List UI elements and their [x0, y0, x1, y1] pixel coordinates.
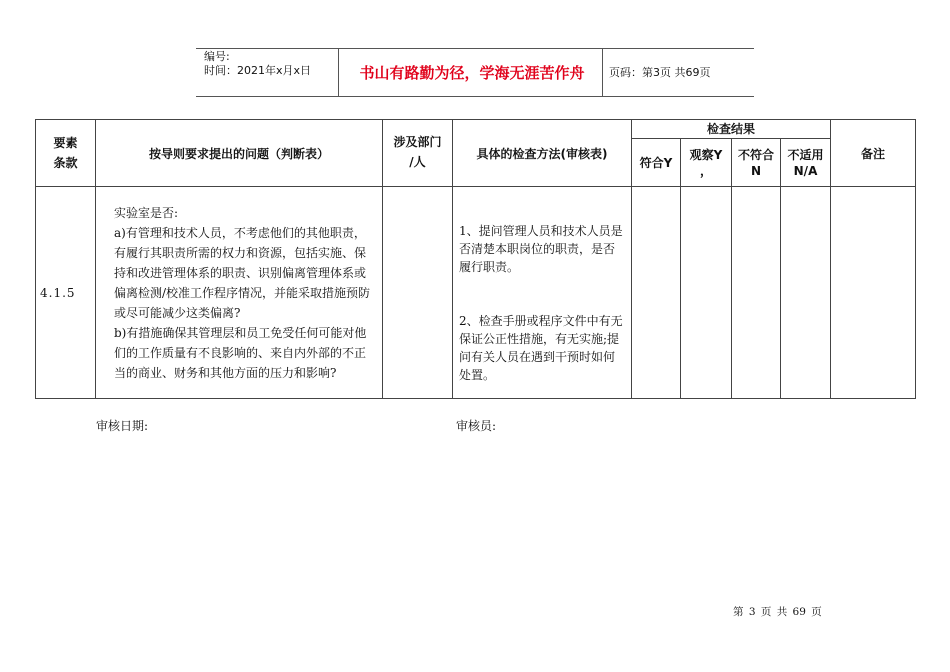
col-nonconform — [732, 139, 781, 187]
row-remarks — [831, 187, 916, 399]
col-nonconform-line1: 不符合 — [737, 147, 774, 162]
col-method: 具体的检查方法(审核表) — [453, 120, 632, 187]
row-nonconform — [732, 187, 781, 399]
col-question: 按导则要求提出的问题（判断表） — [96, 120, 383, 187]
col-observe — [681, 139, 732, 187]
header-page-label: 页码：第3页 共69页 — [609, 66, 711, 79]
col-na-line1: 不适用 — [787, 147, 824, 162]
col-department-line2: /人 — [409, 155, 426, 169]
method-step-1: 1、提问管理人员和技术人员是否清楚本职岗位的职责，是否履行职责。 — [459, 223, 623, 274]
header-motto: 书山有路勤为径，学海无涯苦作舟 — [359, 63, 585, 82]
header-divider-1 — [338, 48, 339, 96]
row-observe — [681, 187, 732, 399]
col-observe-line1: 观察Y — [689, 147, 723, 162]
row-method — [453, 187, 632, 399]
question-line: b)有措施确保其管理层和员工免受任何可能对他们的工作质量有不良影响的、来自内外部的不正当的商业、财务和其他方面的压力和影响? — [114, 326, 367, 380]
header-bottom-rule — [196, 96, 754, 97]
row-conform — [632, 187, 681, 399]
question-line: 有履行其职责所需的权力和资源，包括实施、保持和改进管理体系的职责、识别偏离管理体系或偏离检测/校准工作程序情况，并能采取措施预防或尽可能减少这类偏离? — [114, 246, 371, 320]
col-na — [781, 139, 831, 187]
row-code: 4.1.5 — [36, 187, 96, 399]
col-observe-line2: ， — [699, 163, 712, 178]
row-na — [781, 187, 831, 399]
col-element-clause — [36, 120, 96, 187]
col-department — [383, 120, 453, 187]
col-remarks: 备注 — [831, 120, 916, 187]
method-step-2: 2、检查手册或程序文件中有无保证公正性措施，有无实施;提问有关人员在遇到干预时如何处置。 — [459, 313, 623, 382]
row-question — [96, 187, 383, 399]
question-line: 实验室是否: — [114, 206, 179, 220]
page-footer: 第 3 页 共 69 页 — [733, 606, 822, 618]
header-row-1 — [36, 120, 916, 139]
table-row — [36, 187, 916, 399]
col-na-line2: N/A — [793, 163, 818, 178]
col-result: 检查结果 — [632, 120, 831, 139]
header-meta — [204, 50, 311, 78]
col-conform: 符合Y — [632, 139, 681, 187]
header-divider-2 — [602, 48, 603, 96]
method-gap — [459, 276, 625, 312]
row-department — [383, 187, 453, 399]
col-element-clause-line2: 条款 — [53, 156, 78, 170]
number-label: 编号: — [204, 50, 230, 63]
auditor-label: 审核员: — [456, 419, 497, 433]
col-element-clause-line1: 要素 — [53, 136, 78, 150]
question-line: a)有管理和技术人员，不考虑他们的其他职责， — [114, 226, 366, 240]
col-department-line1: 涉及部门 — [393, 135, 442, 149]
audit-date-label: 审核日期: — [96, 419, 149, 433]
time-label: 时间：2021年x月x日 — [204, 64, 312, 77]
col-nonconform-line2: N — [750, 163, 762, 178]
checklist-table — [35, 119, 916, 399]
